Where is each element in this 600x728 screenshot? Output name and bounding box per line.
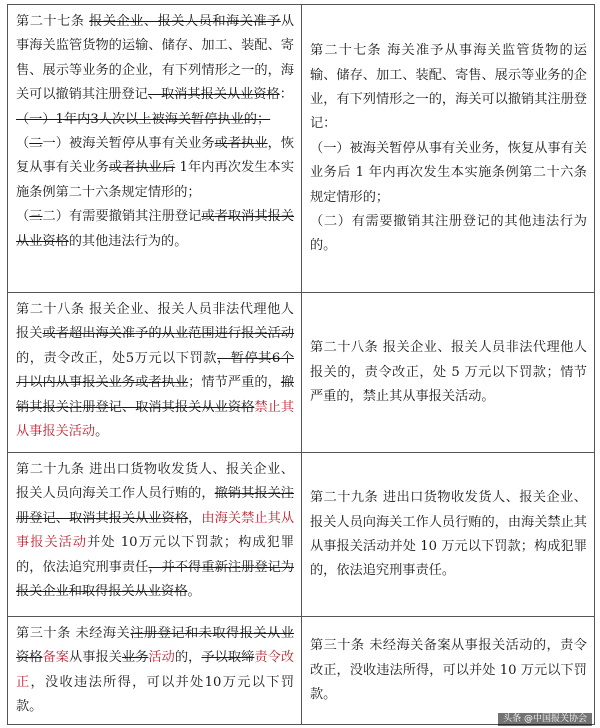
- text-run: 从事海关监管货物的运输、储存、加工、装配、寄售、展示等业务的企业，有下列情形之一的，海关可以撤销其注册登记: [16, 14, 295, 103]
- text-run: ：: [279, 87, 293, 103]
- added-text: 备案: [42, 650, 69, 666]
- new-article-28: [302, 293, 595, 453]
- text-run: ，: [188, 510, 202, 526]
- text-run: ；情节严重的，: [188, 375, 281, 391]
- text-run: ，没收违法所得，可以并处10万元以下罚款。: [16, 674, 295, 715]
- text-run: 的，责令改正，处5万元以下罚款: [16, 350, 218, 366]
- deleted-text: 业务: [121, 650, 149, 666]
- old-article-27-item-1: [16, 132, 294, 205]
- text-run: 一）被海关暂停从事有关业务: [42, 136, 215, 152]
- text-run: 并处 10万元以下罚款；构成犯罪的，依法追究刑事责任: [16, 535, 294, 575]
- new-article-29: [302, 453, 595, 617]
- text-run: 。: [187, 584, 201, 600]
- deleted-text: 或者执业后: [108, 160, 176, 176]
- new-article-30-para: 第三十条 未经海关备案从事报关活动的，责令改正，没收违法所得，可以并处 10 万元以下罚款。: [310, 638, 587, 703]
- text-run: 。: [95, 424, 109, 440]
- text-run: 第二十九条 进出口货物收发货人、报关企业、报关人员向海关工作人员行贿的，: [16, 462, 294, 502]
- table-row: [8, 453, 595, 617]
- added-text: 活动: [148, 650, 175, 666]
- new-article-27: [302, 5, 595, 293]
- deleted-text: 或者超出海关准予的从业范围进行报关活动: [42, 326, 295, 342]
- old-article-27-item-2: [16, 205, 294, 254]
- new-article-30: [302, 617, 595, 725]
- added-text: 由海关禁止其从事报关活动: [16, 510, 295, 551]
- text-run: 第三十条 未经海关: [16, 626, 131, 641]
- text-run: （: [16, 209, 30, 225]
- table-row: [8, 617, 595, 725]
- added-text: 禁止其从事报关活动: [16, 399, 295, 440]
- text-run: 的其他违法行为的。: [68, 233, 188, 249]
- text-run: 第二十八条 报关企业、报关人员非法代理他人报关: [16, 302, 294, 342]
- text-run: ，恢复从事有关业务: [16, 136, 295, 176]
- old-article-30-para: [16, 622, 294, 720]
- text-run: 从事报关: [68, 650, 122, 666]
- deleted-text: 撤销其报关注册登记、取消其报关从业资格: [16, 375, 295, 415]
- old-article-29-para: [16, 458, 294, 604]
- old-article-30: [8, 617, 302, 725]
- new-article-27-item-2: （二）有需要撤销其注册登记的其他违法行为的。: [310, 214, 587, 254]
- deleted-text: 或者执业: [214, 136, 268, 152]
- deleted-text: 三: [29, 209, 43, 225]
- table-row: [8, 5, 595, 293]
- deleted-text: 注册登记和未取得报关从业资格: [16, 626, 294, 666]
- deleted-text: 、取消其报关从业资格: [147, 87, 280, 103]
- deleted-text: 或者取消其报关从业资格: [16, 209, 295, 249]
- deleted-text: 撤销其报关注册登记、取消其报关从业资格: [16, 486, 294, 526]
- old-article-28-para: [16, 298, 294, 444]
- deleted-text: 予以取缔: [201, 650, 255, 666]
- new-article-27-para: 第二十七条 海关准予从事海关监管货物的运输、储存、加工、装配、寄售、展示等业务的企业，有下列情形之一的，海关可以撤销其注册登记：: [310, 43, 587, 132]
- text-run: 二）有需要撤销其注册登记: [42, 209, 202, 225]
- deleted-text: ，并不得重新注册登记为报关企业和取得报关从业资格: [16, 559, 294, 600]
- old-article-29: [8, 453, 302, 617]
- new-article-27-item-1: （一）被海关暂停从事有关业务，恢复从事有关业务后 1 年内再次发生本实施条例第二十六条规定情形的；: [310, 140, 587, 205]
- added-text: 责令改正: [16, 650, 295, 690]
- deleted-text: （一）1年内3人次以上被海关暂停执业的；: [16, 111, 271, 127]
- table-row: [8, 293, 595, 453]
- old-article-27-item-deleted: [16, 108, 294, 132]
- deleted-text: 报关企业、报关人员和海关准予: [89, 14, 281, 29]
- new-article-29-para: 第二十九条 进出口货物收发货人、报关企业、报关人员向海关工作人员行贿的，由海关禁止其从事报关活动并处 10 万元以下罚款；构成犯罪的，依法追究刑事责任。: [310, 490, 587, 579]
- text-run: 1年内再次发生本实施条例第二十六条规定情形的；: [16, 160, 295, 200]
- old-article-27: [8, 5, 302, 293]
- deleted-text: 二: [29, 136, 43, 152]
- text-run: 的，: [174, 650, 202, 666]
- new-article-28-para: 第二十八条 报关企业、报关人员非法代理他人报关的，责令改正，处 5 万元以下罚款；情节严重的，禁止其从事报关活动。: [310, 340, 587, 405]
- old-article-28: [8, 293, 302, 453]
- old-article-27-para: [16, 10, 294, 108]
- source-watermark: 头条 @中国报关协会: [498, 713, 592, 726]
- regulation-comparison-table: [7, 4, 595, 725]
- text-run: （: [16, 136, 30, 152]
- deleted-text: ，暂停其6个月以内从事报关业务或者执业: [16, 350, 295, 391]
- text-run: 第二十七条: [16, 14, 90, 29]
